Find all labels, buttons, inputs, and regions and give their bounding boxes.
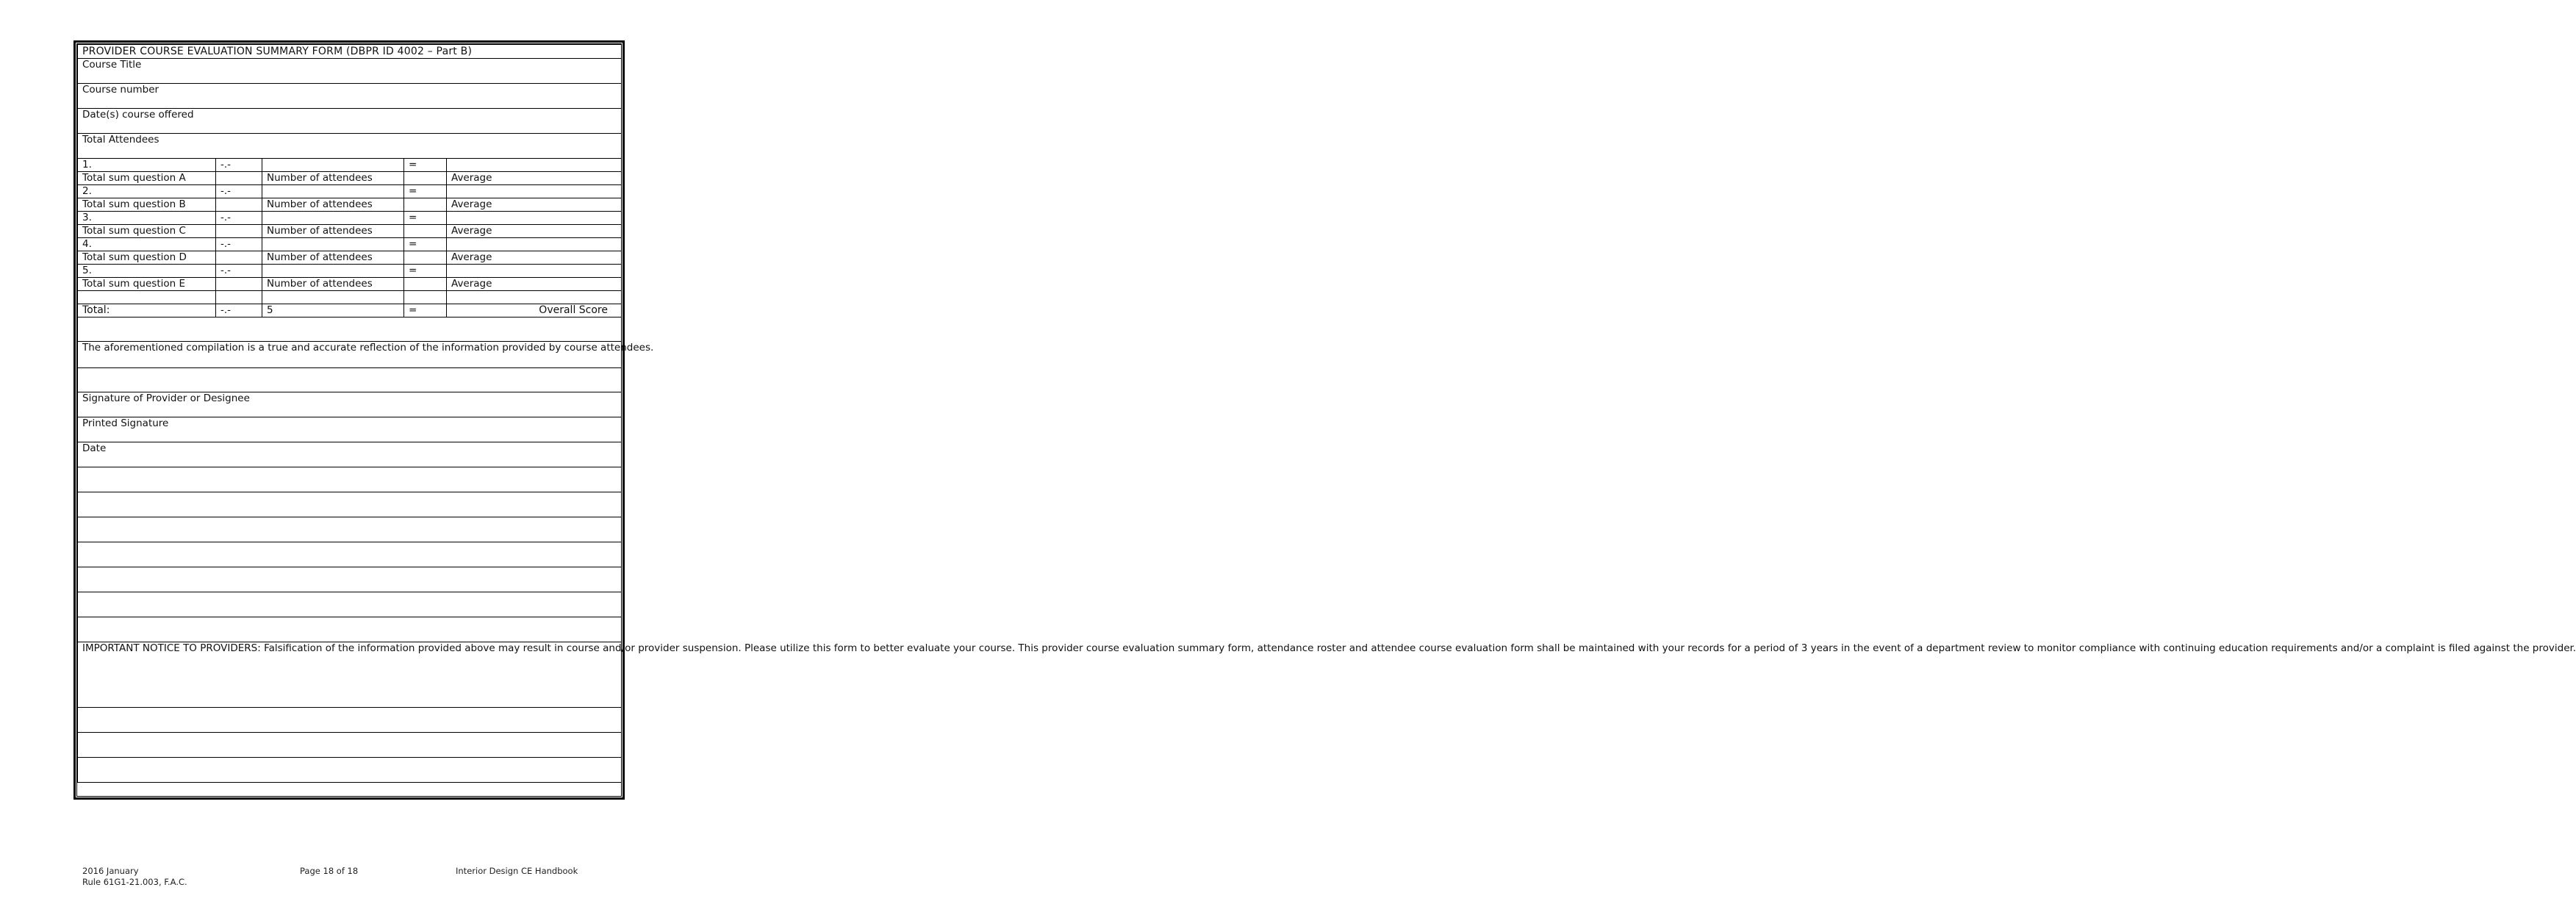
attendees-label: Number of attendees — [262, 172, 404, 185]
sum-value-cell[interactable] — [216, 278, 262, 291]
blank-row — [78, 368, 622, 392]
result-cell[interactable] — [447, 238, 622, 251]
course-title-field[interactable]: Course Title — [78, 59, 622, 84]
signature-field[interactable]: Signature of Provider or Designee — [78, 392, 622, 417]
question-row — [78, 265, 622, 278]
question-dash: -.- — [216, 265, 262, 278]
result-cell[interactable] — [447, 159, 622, 172]
question-dash: -.- — [216, 159, 262, 172]
blank-row — [78, 708, 622, 733]
overall-score-label: Overall Score — [447, 304, 622, 318]
question-number: 3. — [78, 212, 216, 225]
footer-page-number: Page 18 of 18 — [300, 866, 359, 876]
total-sum-label: Total sum question B — [78, 198, 216, 212]
footer-left — [82, 866, 187, 888]
question-number: 4. — [78, 238, 216, 251]
equals-sign: = — [404, 159, 447, 172]
blank-cell — [447, 291, 622, 304]
question-number: 2. — [78, 185, 216, 198]
attendees-label: Number of attendees — [262, 225, 404, 238]
blank-row — [78, 542, 622, 567]
attendees-value-cell[interactable] — [404, 172, 447, 185]
blank-cell[interactable] — [262, 212, 404, 225]
blank-cell[interactable] — [262, 265, 404, 278]
question-sum-row — [78, 251, 622, 265]
attestation-text: The aforementioned compilation is a true and accurate reflection of the information provided by course attendees. — [78, 342, 622, 368]
total-attendees-field[interactable]: Total Attendees — [78, 134, 622, 159]
question-row — [78, 159, 622, 172]
total-count: 5 — [262, 304, 404, 318]
form-title: PROVIDER COURSE EVALUATION SUMMARY FORM (DBPR ID 4002 – Part B) — [78, 45, 622, 59]
total-dash: -.- — [216, 304, 262, 318]
footer-rule: Rule 61G1-21.003, F.A.C. — [82, 877, 187, 887]
equals-sign: = — [404, 265, 447, 278]
total-sum-label: Total sum question D — [78, 251, 216, 265]
question-number: 1. — [78, 159, 216, 172]
average-label: Average — [447, 278, 622, 291]
blank-row — [78, 758, 622, 783]
blank-cell[interactable] — [262, 185, 404, 198]
footer-date: 2016 January — [82, 866, 139, 876]
question-dash: -.- — [216, 185, 262, 198]
date-field[interactable]: Date — [78, 442, 622, 467]
total-sum-label: Total sum question A — [78, 172, 216, 185]
blank-row — [78, 517, 622, 542]
question-row — [78, 185, 622, 198]
blank-row — [78, 592, 622, 617]
total-sum-label: Total sum question E — [78, 278, 216, 291]
equals-sign: = — [404, 238, 447, 251]
blank-row — [78, 492, 622, 517]
blank-cell[interactable] — [262, 159, 404, 172]
attendees-label: Number of attendees — [262, 198, 404, 212]
blank-cell — [404, 291, 447, 304]
question-number: 5. — [78, 265, 216, 278]
total-row — [78, 304, 622, 318]
printed-signature-field[interactable]: Printed Signature — [78, 417, 622, 442]
question-dash: -.- — [216, 238, 262, 251]
blank-cell — [78, 291, 216, 304]
result-cell[interactable] — [447, 212, 622, 225]
total-sum-label: Total sum question C — [78, 225, 216, 238]
attendees-value-cell[interactable] — [404, 225, 447, 238]
total-label: Total: — [78, 304, 216, 318]
attendees-label: Number of attendees — [262, 278, 404, 291]
blank-row — [78, 733, 622, 758]
blank-row — [78, 617, 622, 642]
equals-sign: = — [404, 185, 447, 198]
evaluation-summary-table — [77, 44, 2576, 783]
sum-value-cell[interactable] — [216, 225, 262, 238]
question-sum-row — [78, 225, 622, 238]
average-label: Average — [447, 198, 622, 212]
average-label: Average — [447, 225, 622, 238]
question-row — [78, 238, 622, 251]
blank-row — [78, 567, 622, 592]
question-sum-row — [78, 198, 622, 212]
total-equals: = — [404, 304, 447, 318]
attendees-value-cell[interactable] — [404, 278, 447, 291]
spacer-row — [78, 291, 622, 304]
blank-cell — [262, 291, 404, 304]
equals-sign: = — [404, 212, 447, 225]
footer-handbook-title: Interior Design CE Handbook — [456, 866, 578, 876]
blank-row — [78, 318, 622, 342]
attendees-value-cell[interactable] — [404, 251, 447, 265]
dates-offered-field[interactable]: Date(s) course offered — [78, 109, 622, 134]
important-notice: IMPORTANT NOTICE TO PROVIDERS: Falsification of the information provided above may result in course and/or provider suspension. Please utilize this form to better evaluate your course. This provider course evaluation summary form, attendance roster and attendee course evaluation form shall be maintained with your records for a period of 3 years in the event of a department review to monitor compliance with continuing education requirements and/or a complaint is filed against the provider. — [78, 642, 622, 708]
blank-row — [78, 467, 622, 492]
blank-cell — [216, 291, 262, 304]
attendees-value-cell[interactable] — [404, 198, 447, 212]
average-label: Average — [447, 172, 622, 185]
question-sum-row — [78, 172, 622, 185]
result-cell[interactable] — [447, 185, 622, 198]
question-dash: -.- — [216, 212, 262, 225]
question-row — [78, 212, 622, 225]
average-label: Average — [447, 251, 622, 265]
result-cell[interactable] — [447, 265, 622, 278]
attendees-label: Number of attendees — [262, 251, 404, 265]
sum-value-cell[interactable] — [216, 198, 262, 212]
question-sum-row — [78, 278, 622, 291]
blank-cell[interactable] — [262, 238, 404, 251]
sum-value-cell[interactable] — [216, 172, 262, 185]
course-number-field[interactable]: Course number — [78, 84, 622, 109]
sum-value-cell[interactable] — [216, 251, 262, 265]
